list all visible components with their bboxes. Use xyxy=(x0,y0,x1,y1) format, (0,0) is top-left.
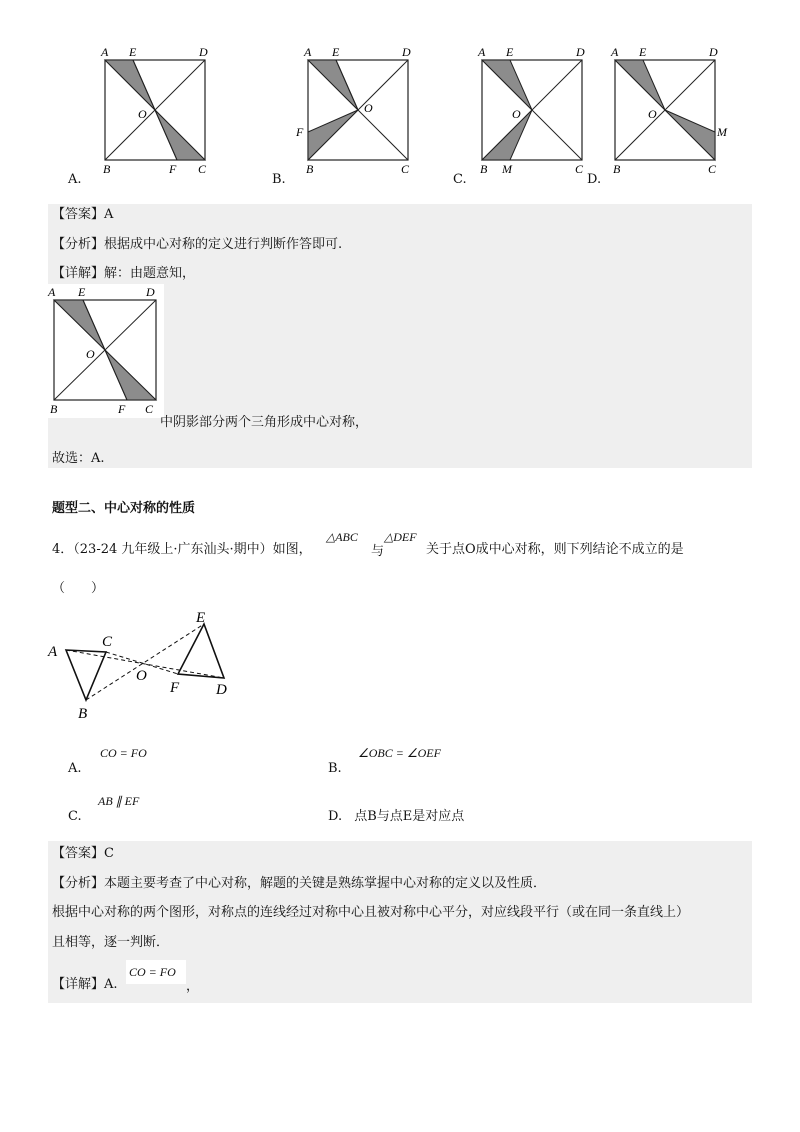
figure-label: A xyxy=(48,285,56,299)
option-d-label: D. xyxy=(587,172,602,187)
q4-analysis xyxy=(52,875,546,893)
figure-label: D xyxy=(199,45,208,59)
figure-label: A xyxy=(611,45,619,59)
q4-option-d[interactable] xyxy=(328,808,528,826)
q4-number: 4．（23-24 九年级上·广东汕头·期中）如图， xyxy=(52,542,312,557)
q4-stem-rest: 关于点O成中心对称，则下列结论不成立的是 xyxy=(426,542,684,557)
detail-text: 解：由题意知， xyxy=(104,266,196,281)
q3-answer: 【答案】A xyxy=(52,207,114,222)
figure-label: C xyxy=(575,162,584,176)
figure-label: E xyxy=(506,45,514,59)
figure-label: O xyxy=(512,107,521,121)
figure-label: O xyxy=(138,107,147,121)
figure-label: B xyxy=(50,402,58,416)
detail-tag: 【详解】 xyxy=(52,977,105,992)
figure-a xyxy=(100,45,208,176)
q4-triangle-abc: △ABC xyxy=(326,530,358,544)
figure-label: B xyxy=(306,162,314,176)
figure-label: B xyxy=(103,162,111,176)
figure-label: C xyxy=(401,162,410,176)
q3-detail xyxy=(52,265,195,283)
figure-label: F xyxy=(169,162,177,176)
figure-label: B xyxy=(613,162,621,176)
figure-label: F xyxy=(170,680,180,696)
detail-tag: 【详解】 xyxy=(52,266,105,281)
section-title: 题型二、中心对称的性质 xyxy=(52,501,196,516)
q4-option-c[interactable] xyxy=(68,796,188,826)
q4-detail xyxy=(52,976,118,994)
figure-label: C xyxy=(198,162,207,176)
figure-label: D xyxy=(216,682,227,698)
option-key: A. xyxy=(68,761,82,776)
figure-label: F xyxy=(118,402,126,416)
figure-label: A xyxy=(304,45,312,59)
q4-answer: 【答案】C xyxy=(52,846,114,861)
figure-label: F xyxy=(296,125,304,139)
option-key: D. xyxy=(328,809,343,824)
option-a-label: A. xyxy=(68,172,82,187)
figure-label: A xyxy=(101,45,109,59)
figure-label: D xyxy=(576,45,585,59)
q4-detail-formula: CO = FO xyxy=(129,965,176,979)
figure-label: E xyxy=(129,45,137,59)
q3-figure xyxy=(44,284,164,418)
option-b-label: B. xyxy=(272,172,286,187)
figure-label: B xyxy=(78,706,88,722)
figure-label: D xyxy=(709,45,718,59)
figure-label: D xyxy=(146,285,155,299)
option-formula: ∠OBC = ∠OEF xyxy=(358,746,441,760)
q4-detail-tail: ， xyxy=(186,979,200,994)
figure-label: C xyxy=(102,634,113,650)
figure-label: O xyxy=(648,107,657,121)
q4-explain-line-2: 且相等，逐一判断． xyxy=(52,935,170,950)
figure-label: O xyxy=(364,101,373,115)
analysis-text: 根据成中心对称的定义进行判断作答即可. xyxy=(104,237,343,252)
q4-blank: （ ） xyxy=(52,581,105,596)
analysis-tag: 【分析】 xyxy=(52,237,105,252)
figure-d xyxy=(610,45,728,176)
analysis-tag: 【分析】 xyxy=(52,876,105,891)
q4-explain-line-1: 根据中心对称的两个图形，对称点的连线经过对称中心且被对称中心平分，对应线段平行（或在同一条直线上） xyxy=(52,905,690,920)
figure-label: D xyxy=(402,45,411,59)
figure-label: M xyxy=(502,162,512,176)
figure-label: C xyxy=(145,402,154,416)
detail-key: A. xyxy=(104,977,118,992)
figure-label: E xyxy=(639,45,647,59)
figure-label: A xyxy=(48,644,58,660)
figure-label: E xyxy=(332,45,340,59)
option-key: C. xyxy=(68,809,82,824)
option-figures xyxy=(0,40,800,190)
figure-b xyxy=(295,45,411,176)
q4-option-b[interactable] xyxy=(328,748,488,778)
option-formula: AB ∥ EF xyxy=(98,794,140,808)
analysis-text: 本题主要考查了中心对称，解题的关键是熟练掌握中心对称的定义以及性质． xyxy=(104,876,547,891)
option-formula: CO = FO xyxy=(100,746,147,760)
figure-label: A xyxy=(478,45,486,59)
figure-c xyxy=(477,45,585,176)
q4-triangle-def: △DEF xyxy=(384,530,417,544)
figure-label: B xyxy=(480,162,488,176)
q4-connector: 与 xyxy=(371,544,385,559)
q3-conclusion: 故选：A. xyxy=(52,451,105,466)
q4-figure xyxy=(44,604,244,726)
q3-analysis xyxy=(52,236,342,254)
figure-label: O xyxy=(136,668,147,684)
figure-label: C xyxy=(708,162,717,176)
option-key: B. xyxy=(328,761,342,776)
q4-option-a[interactable] xyxy=(68,748,188,778)
q3-after-figure: 中阴影部分两个三角形成中心对称， xyxy=(160,415,369,430)
figure-label: O xyxy=(86,347,95,361)
option-text: 点B与点E是对应点 xyxy=(354,809,465,824)
figure-label: E xyxy=(196,610,206,626)
option-c-label: C. xyxy=(453,172,467,187)
figure-label: M xyxy=(717,125,727,139)
figure-label: E xyxy=(78,285,86,299)
